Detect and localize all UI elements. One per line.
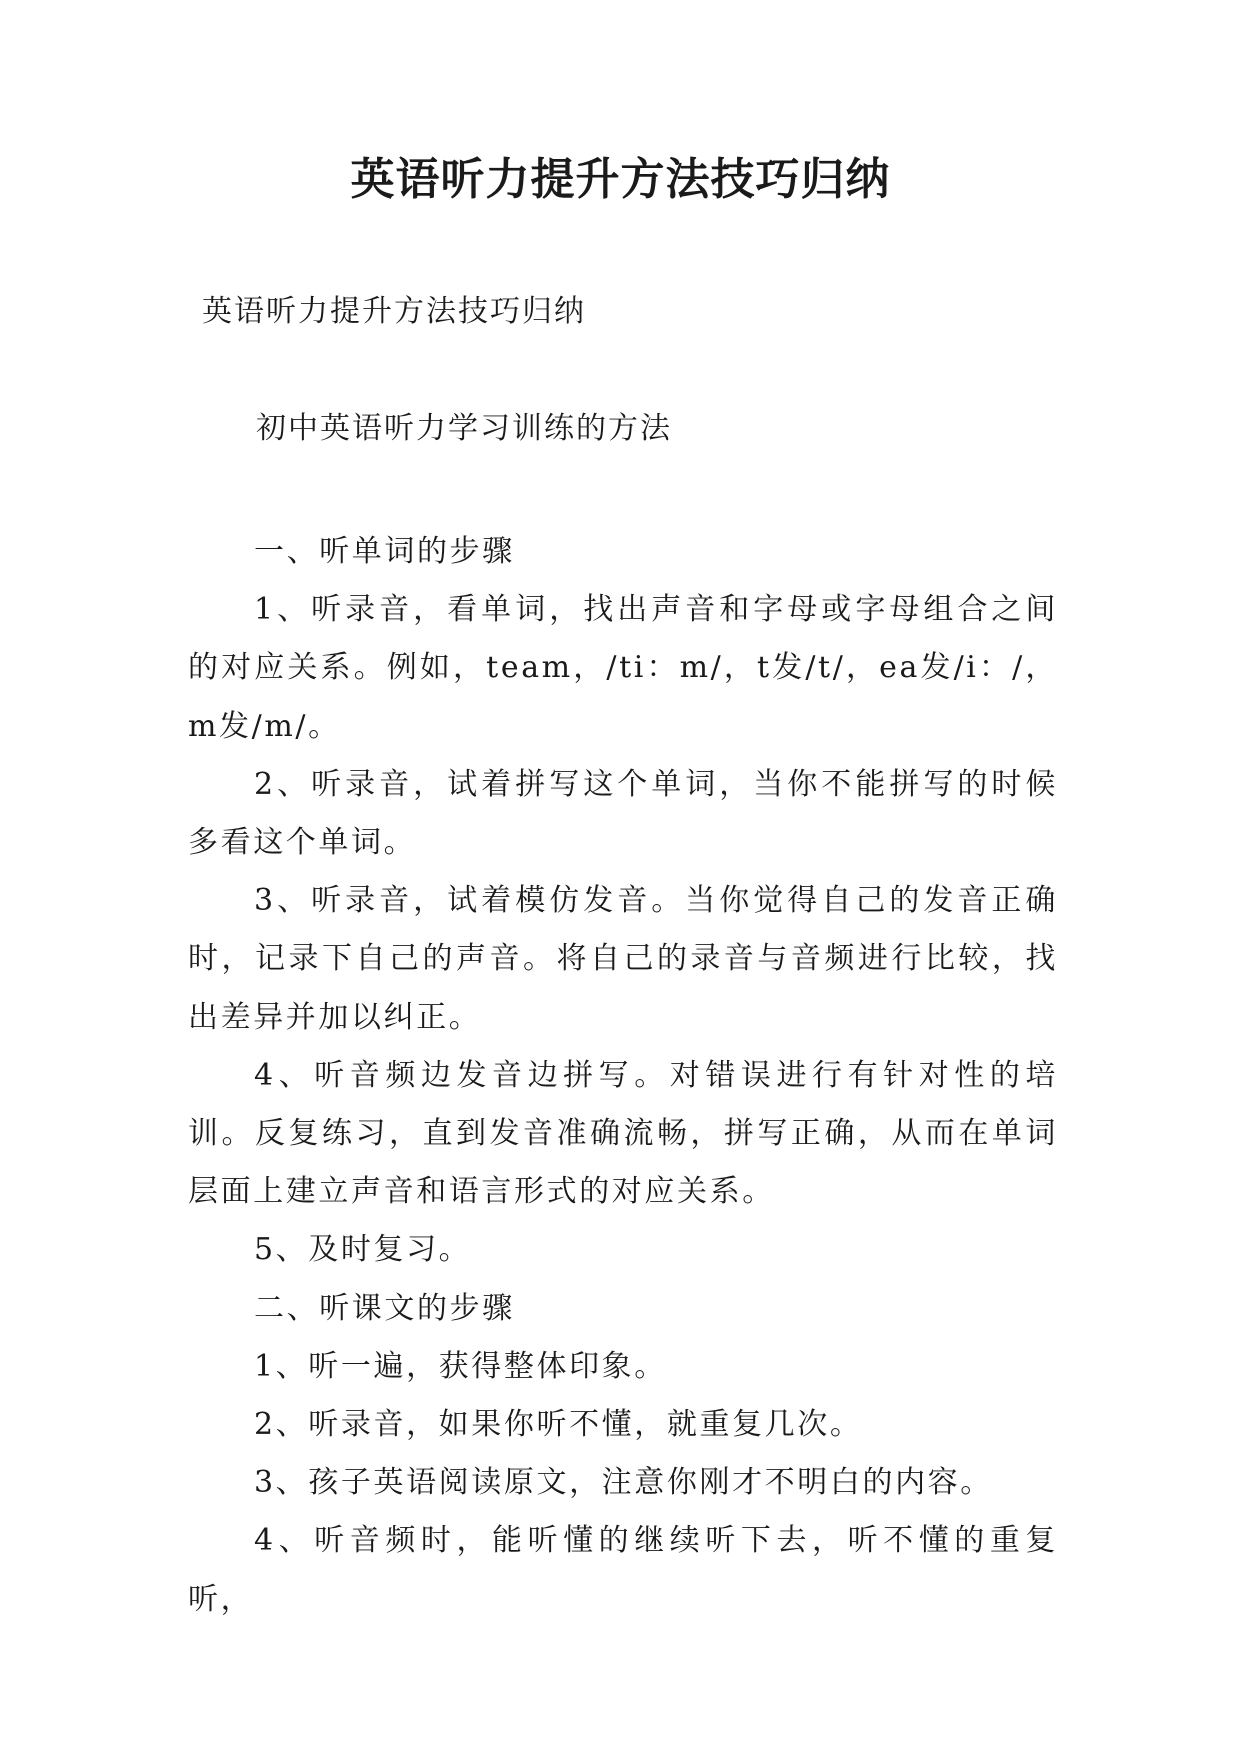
paragraph-words-step-1: 1、听录音，看单词，找出声音和字母或字母组合之间的对应关系。例如，team，/ti：m/，t发/t/，ea发/i：/，m发/m/。 <box>188 592 1058 744</box>
paragraph-text-heading: 二、听课文的步骤 <box>254 1290 515 1326</box>
paragraph-text-step-2: 2、听录音，如果你听不懂，就重复几次。 <box>254 1407 863 1443</box>
paragraph-text-step-3: 3、孩子英语阅读原文，注意你刚才不明白的内容。 <box>254 1465 993 1501</box>
paragraph-text-step-1: 1、听一遍，获得整体印象。 <box>254 1348 667 1384</box>
paragraph-words-step-5: 5、及时复习。 <box>254 1232 472 1268</box>
document-subtitle: 英语听力提升方法技巧归纳 <box>202 294 586 329</box>
section-heading: 初中英语听力学习训练的方法 <box>256 411 672 446</box>
paragraph-words-heading: 一、听单词的步骤 <box>254 534 515 569</box>
paragraph-words-step-3: 3、听录音，试着模仿发音。当你觉得自己的发音正确时，记录下自己的声音。将自己的录音与音频进行比较，找出差异并加以纠正。 <box>188 883 1058 1035</box>
document-title: 英语听力提升方法技巧归纳 <box>350 154 891 205</box>
paragraph-words-step-2: 2、听录音，试着拼写这个单词，当你不能拼写的时候多看这个单词。 <box>188 766 1058 861</box>
paragraph-text-step-4: 4、听音频时，能听懂的继续听下去，听不懂的重复听， <box>188 1523 1058 1617</box>
paragraph-words-step-4: 4、听音频边发音边拼写。对错误进行有针对性的培训。反复练习，直到发音准确流畅，拼写正确，从而在单词层面上建立声音和语言形式的对应关系。 <box>188 1057 1058 1210</box>
document-body <box>188 523 1058 1629</box>
